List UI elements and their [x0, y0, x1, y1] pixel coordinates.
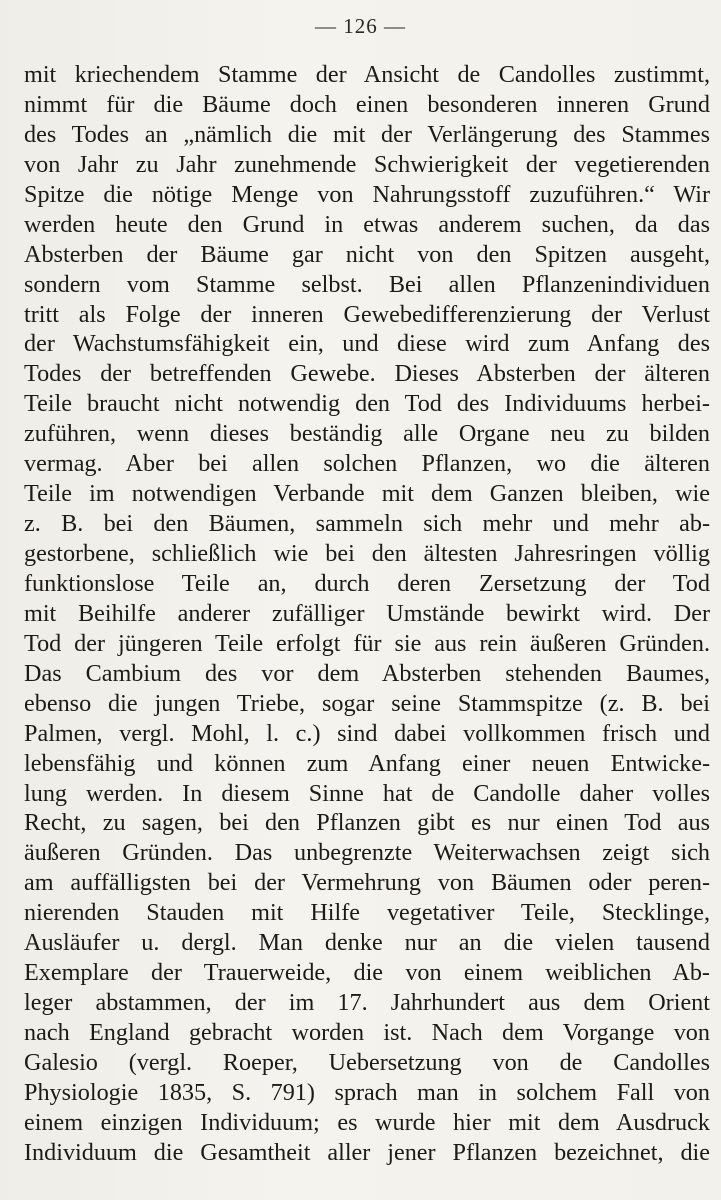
- text-line: Teile im notwendigen Verbande mit dem Ganzen bleiben, wie: [24, 480, 710, 508]
- text-line: des Todes an „nämlich die mit der Verlängerung des Stammes: [24, 120, 710, 148]
- text-line: funktionslose Teile an, durch deren Zersetzung der Tod: [24, 569, 710, 597]
- text-line: nimmt für die Bäume doch einen besonderen inneren Grund: [24, 90, 710, 118]
- text-line: vermag. Aber bei allen solchen Pflanzen, wo die älteren: [24, 450, 710, 478]
- text-line: von Jahr zu Jahr zunehmende Schwierigkeit der vegetierenden: [24, 150, 710, 178]
- text-line: lung werden. In diesem Sinne hat de Candolle daher volles: [24, 779, 710, 807]
- text-line: nach England gebracht worden ist. Nach dem Vorgange von: [24, 1019, 710, 1046]
- text-line: Todes der betreffenden Gewebe. Dieses Absterben der älteren: [24, 360, 710, 388]
- text-line: z. B. bei den Bäumen, sammeln sich mehr und mehr ab-: [24, 510, 710, 538]
- text-line: lebensfähig und können zum Anfang einer neuen Entwicke-: [24, 749, 710, 777]
- text-line: mit Beihilfe anderer zufälliger Umstände bewirkt wird. Der: [24, 599, 710, 627]
- text-line: tritt als Folge der inneren Gewebedifferenzierung der Verlust: [24, 300, 710, 328]
- text-line: äußeren Gründen. Das unbegrenzte Weiterwachsen zeigt sich: [24, 839, 710, 867]
- text-line: Tod der jüngeren Teile erfolgt für sie aus rein äußeren Gründen.: [24, 629, 710, 657]
- text-line: Ausläufer u. dergl. Man denke nur an die vielen tausend: [24, 929, 710, 957]
- text-line: Absterben der Bäume gar nicht von den Spitzen ausgeht,: [24, 240, 710, 268]
- body-text: [24, 60, 710, 1168]
- text-line: Recht, zu sagen, bei den Pflanzen gibt es nur einen Tod aus: [24, 809, 710, 837]
- text-line: leger abstammen, der im 17. Jahrhundert aus dem Orient: [24, 989, 710, 1017]
- text-line: Galesio (vergl. Roeper, Uebersetzung von de Candolles: [24, 1048, 710, 1076]
- text-line: der Wachstumsfähigkeit ein, und diese wird zum Anfang des: [24, 330, 710, 358]
- text-line: Palmen, vergl. Mohl, l. c.) sind dabei vollkommen frisch und: [24, 719, 710, 747]
- text-line: Spitze die nötige Menge von Nahrungsstoff zuzuführen.“ Wir: [24, 180, 710, 208]
- page-number-header: — 126 —: [315, 14, 406, 38]
- text-line: am auffälligsten bei der Vermehrung von Bäumen oder peren-: [24, 869, 710, 897]
- text-line: Physiologie 1835, S. 791) sprach man in solchem Fall von: [24, 1078, 710, 1106]
- text-line: sondern vom Stamme selbst. Bei allen Pflanzenindividuen: [24, 270, 710, 298]
- text-line: gestorbene, schließlich wie bei den ältesten Jahresringen völlig: [24, 540, 710, 567]
- text-line: Teile braucht nicht notwendig den Tod des Individuums herbei-: [24, 390, 710, 418]
- text-line: Das Cambium des vor dem Absterben stehenden Baumes,: [24, 659, 710, 687]
- text-line: nierenden Stauden mit Hilfe vegetativer Teile, Stecklinge,: [24, 899, 710, 927]
- text-line: werden heute den Grund in etwas anderem suchen, da das: [24, 210, 710, 238]
- text-line: Exemplare der Trauerweide, die von einem weiblichen Ab-: [24, 959, 710, 987]
- text-line: Individuum die Gesamtheit aller jener Pflanzen bezeichnet, die: [24, 1138, 710, 1166]
- text-line: zuführen, wenn dieses beständig alle Organe neu zu bilden: [24, 420, 710, 448]
- text-line: ebenso die jungen Triebe, sogar seine Stammspitze (z. B. bei: [24, 689, 710, 717]
- text-line: einem einzigen Individuum; es wurde hier mit dem Ausdruck: [24, 1108, 710, 1136]
- text-line: mit kriechendem Stamme der Ansicht de Candolles zustimmt,: [24, 61, 710, 88]
